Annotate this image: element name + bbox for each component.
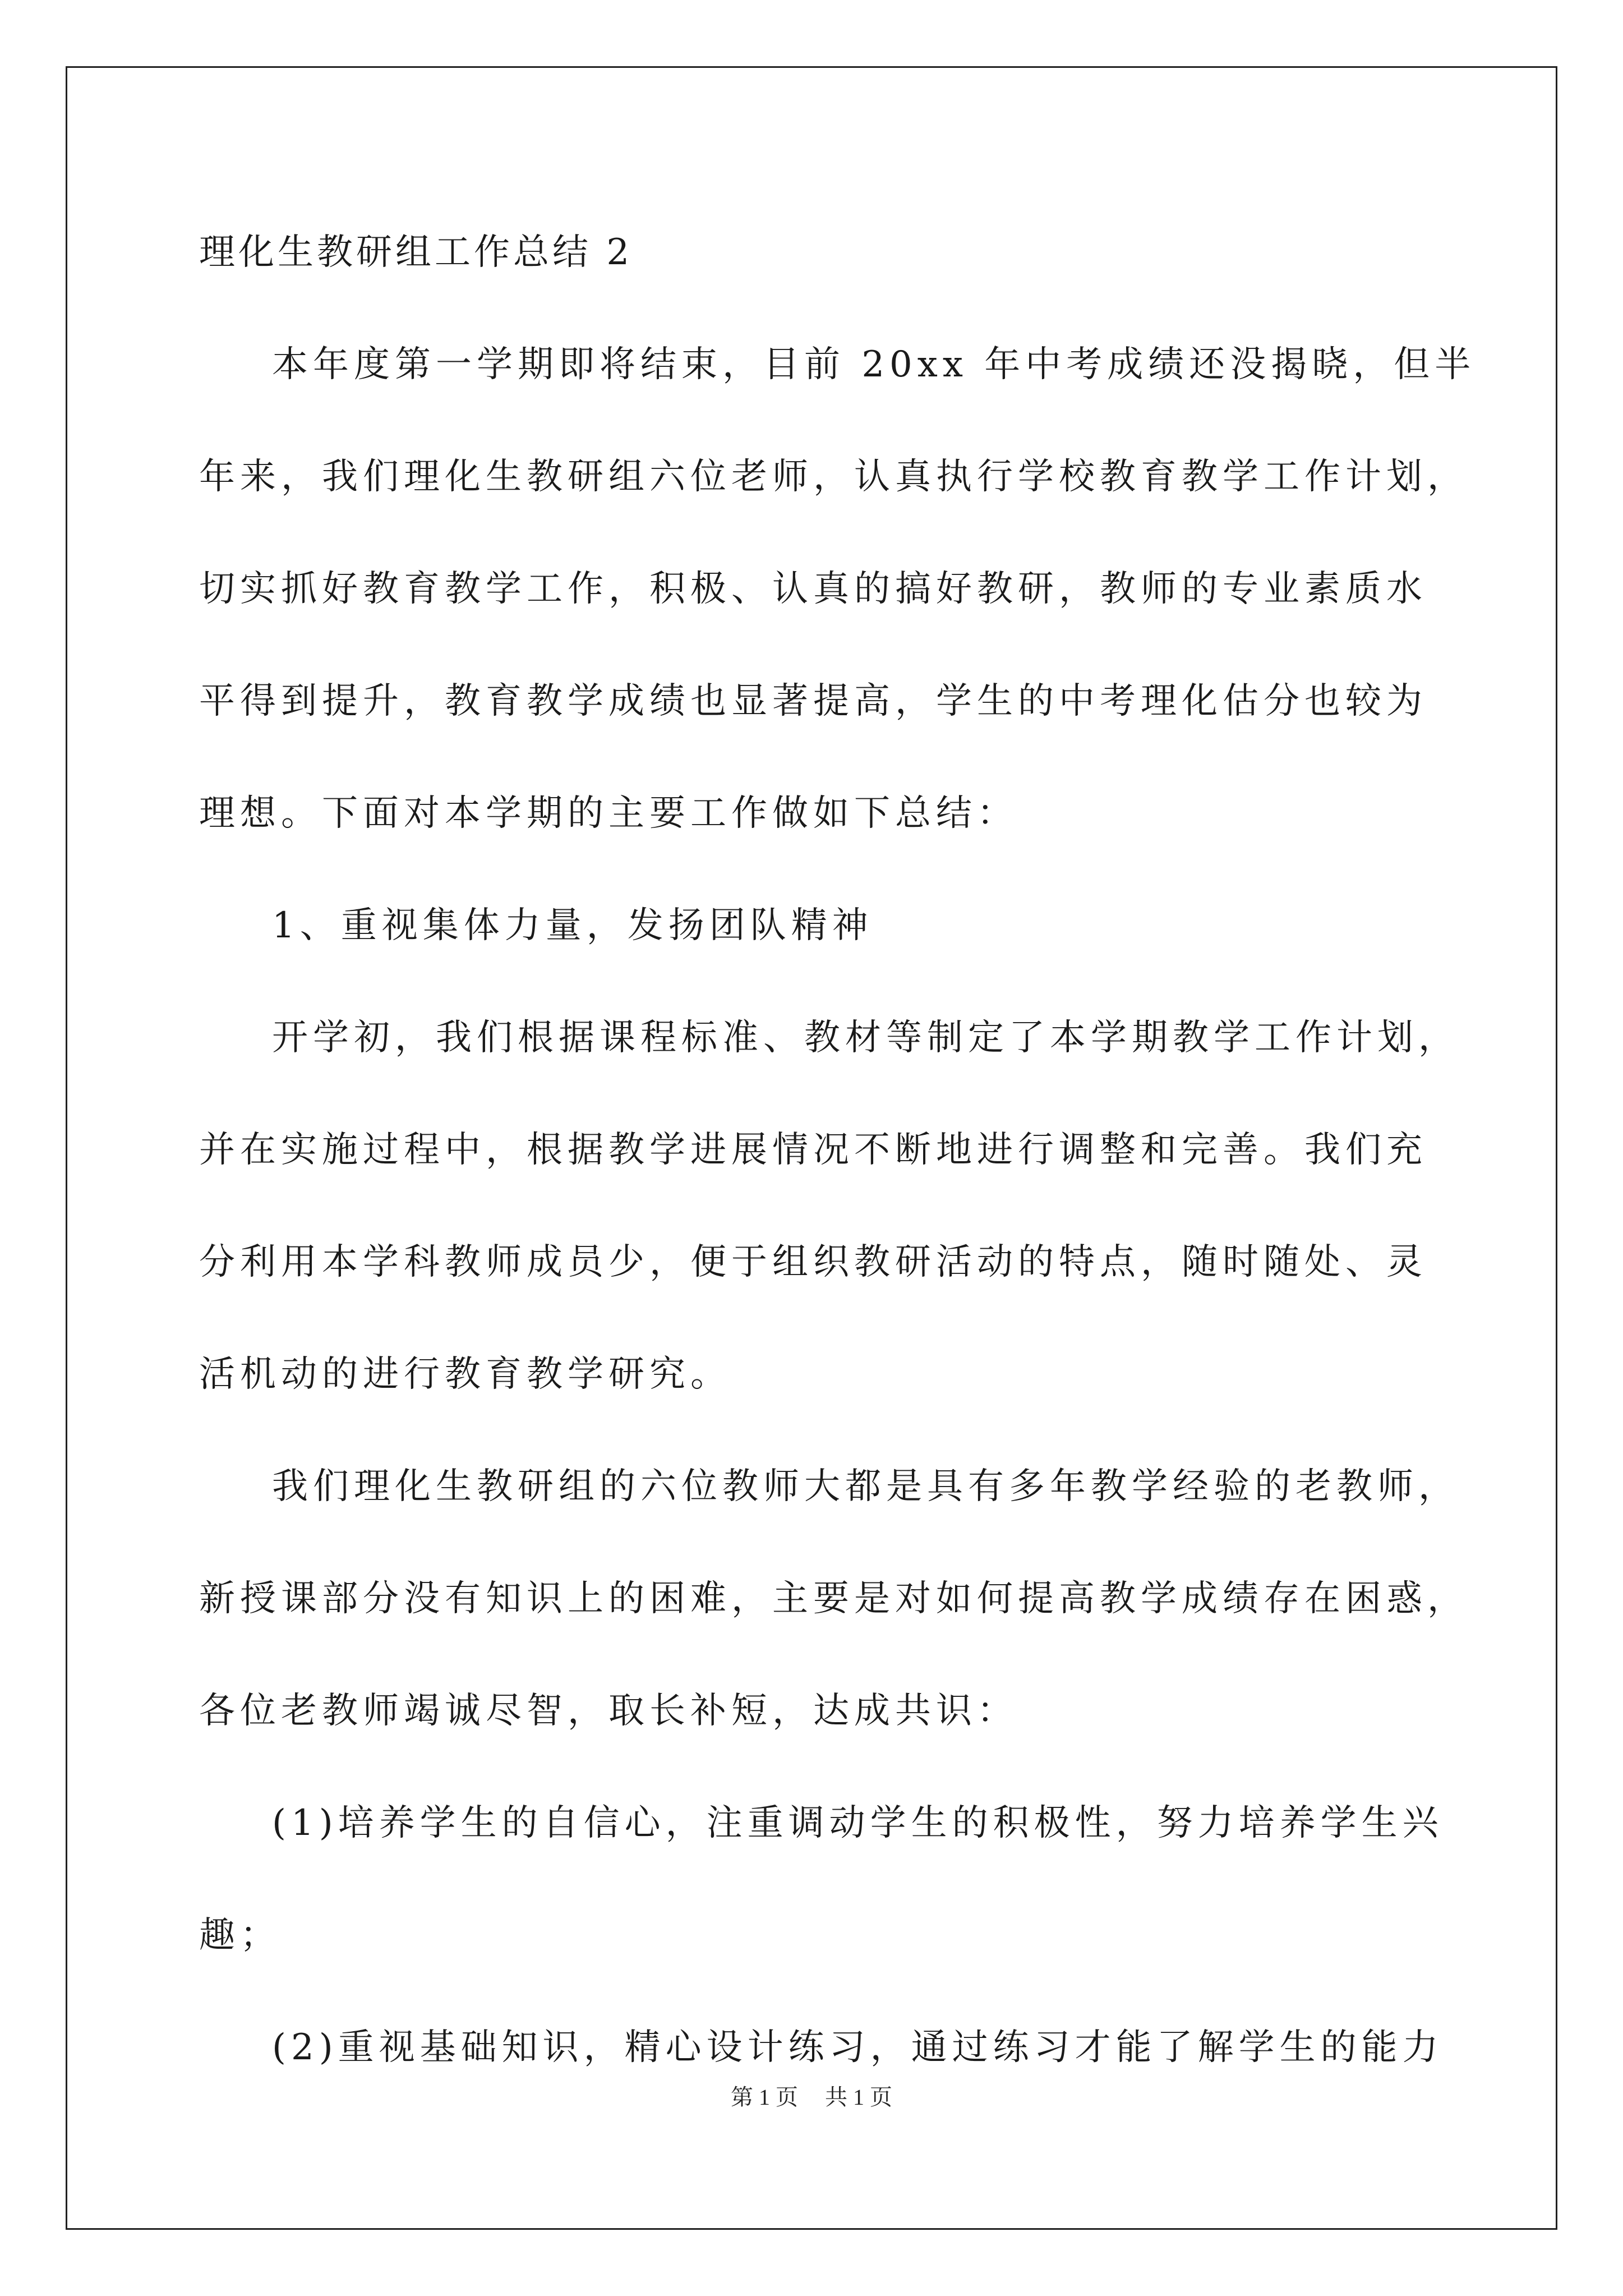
paragraph-line: 切实抓好教育教学工作，积极、认真的搞好教研，教师的专业素质水	[199, 568, 1427, 610]
paragraph-line: 分利用本学科教师成员少，便于组织教研活动的特点，随时随处、灵	[199, 1241, 1427, 1283]
document-title: 理化生教研组工作总结 2	[199, 232, 633, 273]
page-number: 第 1 页	[731, 2085, 798, 2110]
list-item: (1)培养学生的自信心，注重调动学生的积极性，努力培养学生兴	[272, 1802, 1444, 1844]
page-footer	[0, 2083, 1623, 2111]
paragraph-line: 我们理化生教研组的六位教师大都是具有多年教学经验的老教师，	[272, 1466, 1459, 1507]
paragraph-line: 并在实施过程中，根据教学进展情况不断地进行调整和完善。我们充	[199, 1129, 1427, 1171]
page-total: 共 1 页	[825, 2085, 892, 2110]
paragraph-line: 年来，我们理化生教研组六位老师，认真执行学校教育教学工作计划，	[199, 456, 1468, 498]
list-item: (2)重视基础知识，精心设计练习，通过练习才能了解学生的能力	[272, 2027, 1444, 2068]
paragraph-line: 新授课部分没有知识上的困难，主要是对如何提高教学成绩存在困惑，	[199, 1578, 1468, 1619]
paragraph-line: 本年度第一学期即将结束，目前 20xx 年中考成绩还没揭晓，但半	[272, 344, 1476, 385]
paragraph-line: 平得到提升，教育教学成绩也显著提高，学生的中考理化估分也较为	[199, 680, 1427, 722]
paragraph-line: 开学初，我们根据课程标准、教材等制定了本学期教学工作计划，	[272, 1017, 1459, 1059]
list-item-continuation: 趣；	[199, 1915, 281, 1956]
paragraph-line: 活机动的进行教育教学研究。	[199, 1354, 731, 1395]
section-heading: 1、重视集体力量，发扬团队精神	[272, 905, 873, 946]
paragraph-line: 理想。下面对本学期的主要工作做如下总结：	[199, 793, 1018, 834]
paragraph-line: 各位老教师竭诚尽智，取长补短，达成共识：	[199, 1690, 1018, 1732]
